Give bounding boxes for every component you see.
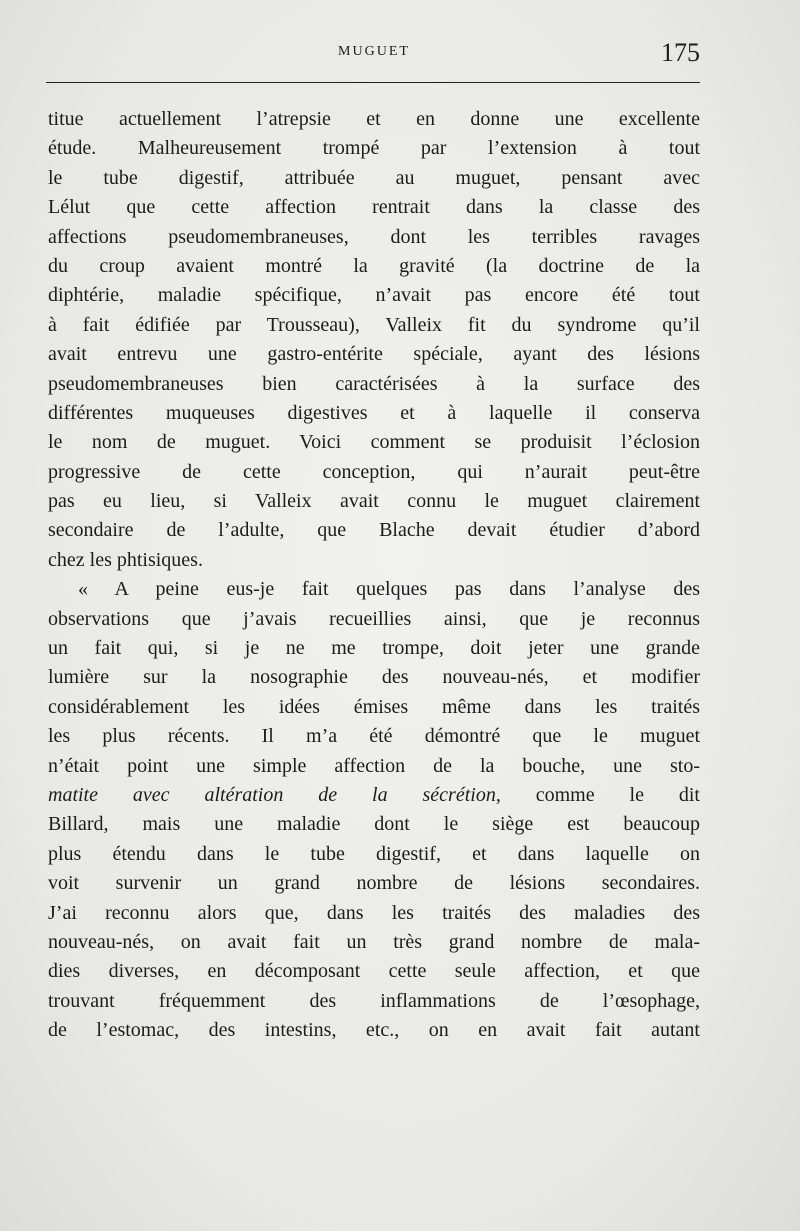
text-line: plus étendu dans le tube digestif, et dans laquelle on [48, 842, 700, 865]
line-rest: comme le dit [500, 783, 700, 806]
text-line: secondaire de l’adulte, que Blache devait étudier d’abord [48, 519, 700, 542]
text-line: observations que j’avais recueillies ainsi, que je reconnus [48, 607, 700, 630]
italic-quote: matite avec altération de la sécrétion, [48, 783, 501, 806]
text-line: étude. Malheureusement trompé par l’extension à tout [48, 137, 700, 160]
text-line: considérablement les idées émises même dans les traités [48, 695, 700, 718]
paragraph-1 [48, 105, 700, 575]
text-line: du croup avaient montré la gravité (la doctrine de la [48, 254, 700, 277]
text-line: le nom de muguet. Voici comment se produisit l’éclosion [48, 431, 700, 454]
text-line: différentes muqueuses digestives et à laquelle il conserva [48, 401, 700, 424]
text-line: pas eu lieu, si Valleix avait connu le muguet clairement [48, 490, 700, 513]
text-line: J’ai reconnu alors que, dans les traités des maladies des [48, 901, 700, 924]
body-text [48, 105, 700, 1046]
text-line: le tube digestif, attribuée au muguet, pensant avec [48, 166, 700, 189]
page-number: 175 [661, 38, 700, 67]
text-line: affections pseudomembraneuses, dont les terribles ravages [48, 225, 700, 248]
text-line: Lélut que cette affection rentrait dans la classe des [48, 196, 700, 219]
text-line: voit survenir un grand nombre de lésions secondaires. [48, 872, 700, 895]
text-line: « A peine eus-je fait quelques pas dans l’analyse des [78, 578, 700, 601]
text-line [48, 781, 700, 810]
running-head [48, 38, 700, 68]
paragraph-2-quotation [48, 575, 700, 1045]
text-line: titue actuellement l’atrepsie et en donne une excellente [48, 108, 700, 130]
text-line: pseudomembraneuses bien caractérisées à la surface des [48, 372, 700, 395]
text-line: lumière sur la nosographie des nouveau-nés, et modifier [48, 666, 700, 689]
text-line: avait entrevu une gastro-entérite spéciale, ayant des lésions [48, 343, 700, 366]
text-line: Billard, mais une maladie dont le siège est beaucoup [48, 813, 700, 836]
text-line: trouvant fréquemment des inflammations de l’œsophage, [48, 989, 700, 1012]
text-line: dies diverses, en décomposant cette seule affection, et que [48, 960, 700, 983]
text-line: progressive de cette conception, qui n’aurait peut-être [48, 460, 700, 483]
text-line: chez les phtisiques. [48, 548, 203, 571]
text-line: diphtérie, maladie spécifique, n’avait pas encore été tout [48, 284, 700, 307]
text-line: à fait édifiée par Trousseau), Valleix fit du syndrome qu’il [48, 313, 700, 336]
text-line: nouveau-nés, on avait fait un très grand nombre de mala- [48, 930, 700, 953]
text-line: un fait qui, si je ne me trompe, doit jeter une grande [48, 637, 700, 660]
text-line: de l’estomac, des intestins, etc., on en avait fait autant [48, 1019, 700, 1042]
header-rule [46, 82, 700, 83]
running-title: MUGUET [338, 44, 410, 59]
text-line: les plus récents. Il m’a été démontré que le muguet [48, 725, 700, 748]
text-line: n’était point une simple affection de la bouche, une sto- [48, 754, 700, 777]
